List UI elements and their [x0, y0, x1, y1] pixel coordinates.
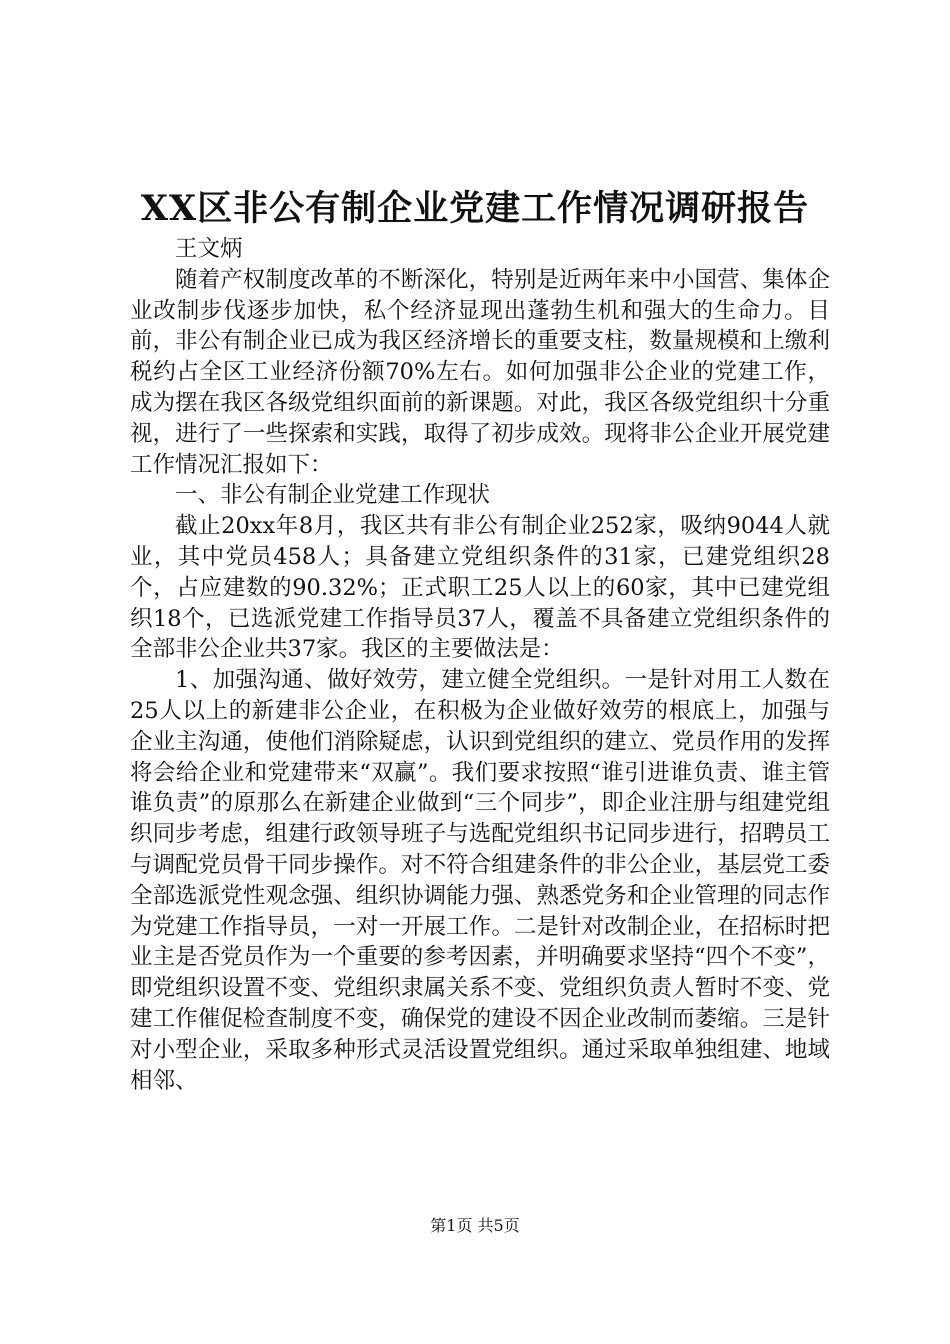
section-heading: 一、非公有制企业党建工作现状 [175, 482, 491, 509]
page-footer: 第1页 共5页 [430, 1216, 520, 1235]
paragraph-status: 截止20xx年8月，我区共有非公有制企业252家，吸纳9044人就业，其中党员458人；具备建立党组织条件的31家，已建党组织28个，占应建数的90.32%；正式职工25人以上的60家，其中已建党组织18个，已选派党建工作指导员37人，覆盖不具备建立党组织条件的全部非公企业共37家。我区的主要做法是： [130, 513, 830, 663]
document-title: XX区非公有制企业党建工作情况调研报告 [140, 188, 810, 229]
document-body [130, 234, 830, 1096]
paragraph-measures: 1、加强沟通、做好效劳，建立健全党组织。一是针对用工人数在25人以上的新建非公企业，在积极为企业做好效劳的根底上，加强与企业主沟通，使他们消除疑虑，认识到党组织的建立、党员作用的发挥将会给企业和党建带来“双赢”。我们要求按照“谁引进谁负责、谁主管谁负责”的原那么在新建企业做到“三个同步”，即企业注册与组建党组织同步考虑，组建行政领导班子与选配党组织书记同步进行，招聘员工与调配党员骨干同步操作。对不符合组建条件的非公企业，基层党工委全部选派党性观念强、组织协调能力强、熟悉党务和企业管理的同志作为党建工作指导员，一对一开展工作。二是针对改制企业，在招标时把业主是否党员作为一个重要的参考因素，并明确要求坚持“四个不变”，即党组织设置不变、党组织隶属关系不变、党组织负责人暂时不变、党建工作催促检查制度不变，确保党的建设不因企业改制而萎缩。三是针对小型企业，采取多种形式灵活设置党组织。通过采取单独组建、地域相邻、 [130, 667, 830, 1094]
author-line: 王文炳 [175, 236, 243, 262]
paragraph-intro: 随着产权制度改革的不断深化，特别是近两年来中小国营、集体企业改制步伐逐步加快，私个经济显现出蓬勃生机和强大的生命力。目前，非公有制企业已成为我区经济增长的重要支柱，数量规模和上缴利税约占全区工业经济份额70%左右。如何加强非公企业的党建工作，成为摆在我区各级党组织面前的新课题。对此，我区各级党组织十分重视，进行了一些探索和实践，取得了初步成效。现将非公企业开展党建工作情况汇报如下： [130, 266, 830, 478]
